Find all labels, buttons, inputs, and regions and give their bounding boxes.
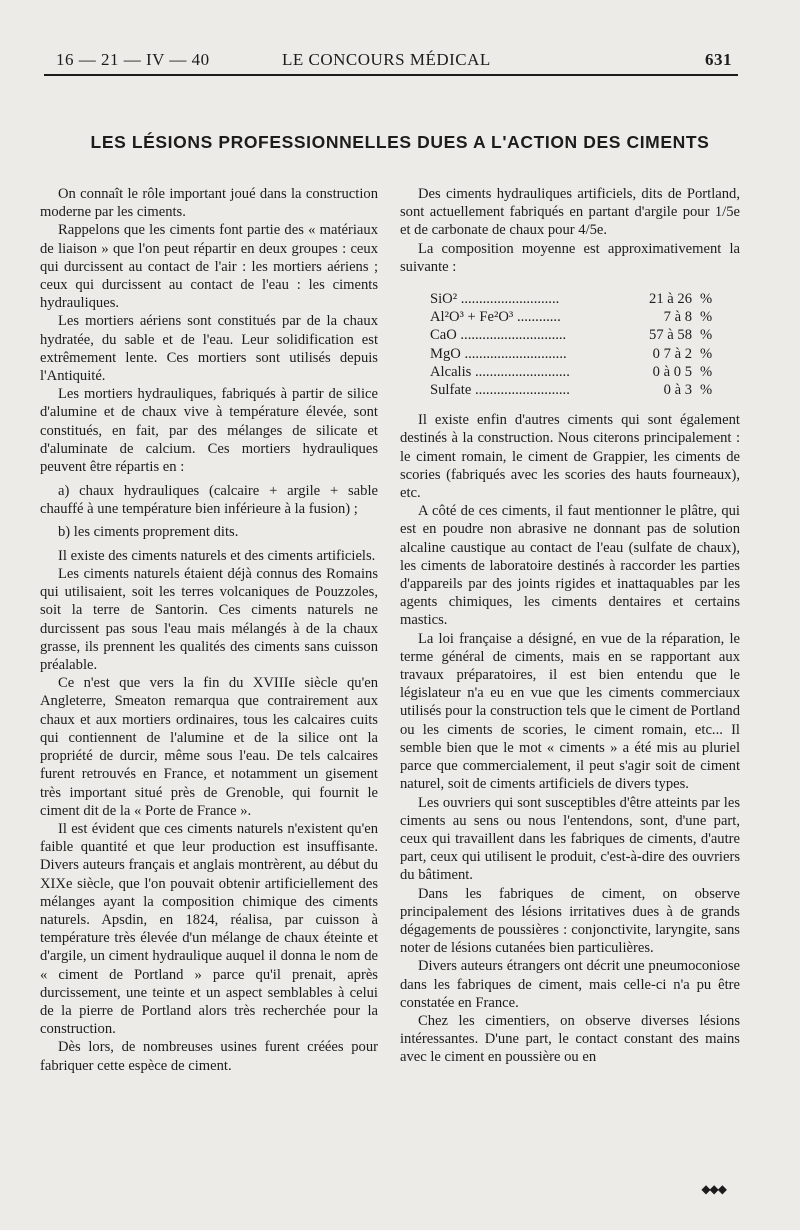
right-column (400, 185, 740, 1067)
component-name: Alcalis .......................... (430, 363, 570, 380)
page-number: 631 (705, 50, 732, 69)
component-name: Sulfate .......................... (430, 382, 570, 399)
paragraph: Les ouvriers qui sont susceptibles d'être atteints par les ciments au sens ou nous l'entendons, sont, d'une part, ceux qui travaillent dans les fabriques de ciments, d'autre part, ceux qui utilisent le produit, c'est-à-dire des ouvriers du bâtiment. (400, 794, 740, 884)
component-unit: % (700, 345, 713, 362)
running-header (44, 48, 738, 76)
component-unit: % (700, 327, 713, 344)
list-item-b: b) les ciments proprement dits. (58, 523, 239, 540)
paragraph: Il est évident que ces ciments naturels n'existent qu'en faible quantité et que leur production est insuffisante. Divers auteurs français et anglais montrèrent, au début du XIXe siècle, que l'on pouvait obtenir artificiellement des mélanges ayant la composition chimique des ciments naturels. Apsdin, en 1824, réalisa, par cuisson à température très élevée d'un mélange de chaux éteinte et d'argile, un ciment hydraulique auquel il donna le nom de « ciment de Portland » parce qu'il prenait, après durcissement, une teinte et un aspect semblables à celui de la pierre de Portland alors très recherchée pour la construction. (40, 820, 378, 1038)
composition-table (430, 290, 720, 399)
article-title: LES LÉSIONS PROFESSIONNELLES DUES A L'ACTION DES CIMENTS (90, 132, 710, 152)
component-range: 0 à 0 5 (652, 363, 692, 380)
composition-row (430, 381, 720, 399)
component-range: 57 à 58 (649, 327, 692, 344)
composition-row (430, 363, 720, 381)
paragraph: Les ciments naturels étaient déjà connus des Romains qui utilisaient, soit les terres volcaniques de Pouzzoles, soit la terre de Santorin. Ces ciments naturels ne durcissent pas sous l'eau mais mélangés à de la chaux grasse, ils prennent les qualités des ciments sans cuisson préalable. (40, 566, 378, 674)
component-unit: % (700, 309, 713, 326)
end-ornament: ◆◆◆ (701, 1182, 726, 1196)
issue-date: 16 — 21 — IV — 40 (56, 50, 210, 69)
component-range: 0 à 3 (663, 382, 692, 399)
paragraph: Il existe enfin d'autres ciments qui sont également destinés à la construction. Nous citerons principalement : le ciment romain, le ciment de Grappier, les ciments de scories (fabriqués avec les scories des hauts fourneaux), etc. (400, 412, 740, 502)
component-unit: % (700, 291, 713, 308)
list-item-a: a) chaux hydrauliques (calcaire + argile + sable chauffé à une température bien inférieure à la fusion) ; (40, 483, 378, 518)
paragraph: Divers auteurs étrangers ont décrit une pneumoconiose dans les fabriques de ciment, mais celle-ci n'a pu être constatée en France. (400, 958, 740, 1011)
paragraph: Dès lors, de nombreuses usines furent créées pour fabriquer cette espèce de ciment. (40, 1039, 378, 1074)
component-name: CaO ............................. (430, 327, 567, 344)
paragraph: On connaît le rôle important joué dans la construction moderne par les ciments. (40, 186, 378, 221)
paragraph: Dans les fabriques de ciment, on observe principalement des lésions irritatives dues à de grands dégagements de poussières : conjonctivite, laryngite, sans noter de lésions cutanées bien particulières. (400, 885, 740, 957)
component-range: 7 à 8 (663, 309, 692, 326)
composition-row (430, 290, 720, 308)
paragraph: La loi française a désigné, en vue de la réparation, le terme général de ciments, mais en se rapportant aux travaux préparatoires, il est bien entendu que le législateur n'a eu en vue que les ciments commerciaux utilisés pour la construction tels que le ciment de Portland ou les ciments de scories, le ciment romain, etc... Il semble bien que le mot « ciments » a été mis au pluriel parce que commercialement, il peut s'agir soit de ciment naturel, soit de ciments artificiels de divers types. (400, 630, 740, 793)
component-name: SiO² ........................... (430, 291, 560, 308)
component-name: MgO ............................ (430, 345, 567, 362)
composition-row (430, 345, 720, 363)
component-range: 0 7 à 2 (652, 345, 692, 362)
paragraph: A côté de ces ciments, il faut mentionner le plâtre, qui est en poudre non abrasive ne donnant pas de solution alcaline caustique au contact de l'eau (sulfate de chaux), les ciments de laboratoire destinés à raccorder les parties d'appareils par des joints rigides et inattaquables par les agents chimiques, les ciments dentaires et certains mastics. (400, 503, 740, 629)
paragraph: La composition moyenne est approximativement la suivante : (400, 240, 740, 275)
composition-row (430, 326, 720, 344)
paragraph: Les mortiers aériens sont constitués par de la chaux hydratée, du sable et de l'eau. Leur solidification est extrêmement lente. Ces mortiers sont utilisés depuis l'Antiquité. (40, 313, 378, 385)
paragraph: Des ciments hydrauliques artificiels, dits de Portland, sont actuellement fabriqués en partant d'argile pour 1/5e et de carbonate de chaux pour 4/5e. (400, 186, 740, 239)
component-range: 21 à 26 (649, 291, 692, 308)
composition-row (430, 308, 720, 326)
journal-title: LE CONCOURS MÉDICAL (282, 50, 491, 69)
component-name: Al²O³ + Fe²O³ ............ (430, 309, 561, 326)
paragraph: Les mortiers hydrauliques, fabriqués à partir de silice d'alumine et de chaux vive à température élevée, sont constitués, en fait, par des mélanges de silicate et d'aluminate de calcium. Ces mortiers hydrauliques peuvent être répartis en : (40, 386, 378, 476)
paragraph: Ce n'est que vers la fin du XVIIIe siècle qu'en Angleterre, Smeaton remarqua que contrairement aux chaux et aux mortiers ordinaires, tous les calcaires cuits qui contiennent de l'alumine et de la silice ont la propriété de durcir, même sous l'eau. De tels calcaires furent retrouvés en France, et notamment un gisement très important situé près de Grenoble, qui fournit le ciment dit de la « Porte de France ». (40, 675, 378, 819)
paragraph: Il existe des ciments naturels et des ciments artificiels. (58, 547, 376, 564)
component-unit: % (700, 363, 713, 380)
paragraph: Chez les cimentiers, on observe diverses lésions intéressantes. D'une part, le contact constant des mains avec le ciment en poussière ou en (400, 1012, 740, 1066)
paragraph: Rappelons que les ciments font partie des « matériaux de liaison » que l'on peut répartir en deux groupes : ceux qui durcissent au contact de l'air : les mortiers aériens ; ceux qui durcissent au contact de l'eau : les ciments hydrauliques. (40, 222, 378, 312)
component-unit: % (700, 382, 713, 399)
left-column (40, 185, 378, 1075)
